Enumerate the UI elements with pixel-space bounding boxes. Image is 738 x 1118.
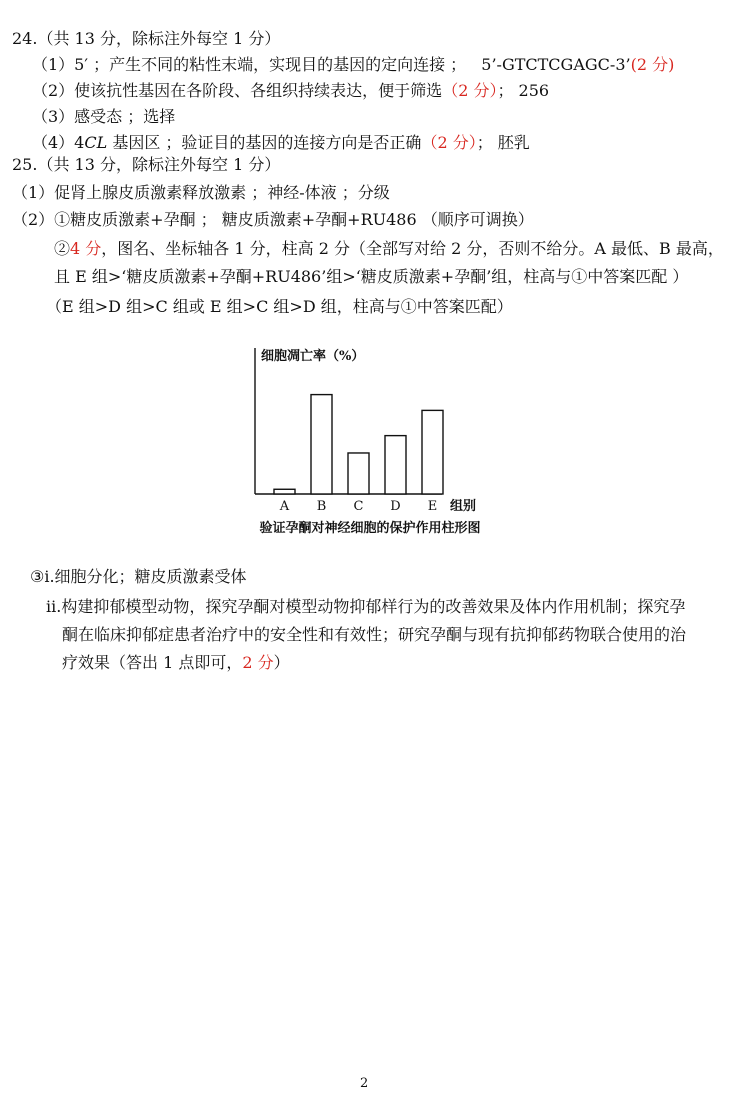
q25-answer-3-ii-cont: 酮在临床抑郁症患者治疗中的安全性和有效性；研究孕酮与现有抗抑郁药物联合使用的治 bbox=[62, 625, 687, 644]
x-tick-C: C bbox=[353, 499, 364, 514]
bar-D bbox=[385, 436, 406, 494]
q24-answer-1 bbox=[32, 54, 674, 76]
q25-answer-2-2-cont: 且 E 组>‘糖皮质激素+孕酮+RU486’组>‘糖皮质激素+孕酮’组，柱高与①中答案匹配 ） bbox=[54, 267, 689, 286]
q24-score-1: (2 分) bbox=[630, 55, 675, 74]
q25-answer-2-2-alt: （E 组>D 组>C 组或 E 组>C 组>D 组，柱高与①中答案匹配） bbox=[46, 297, 513, 316]
x-tick-A: A bbox=[279, 499, 290, 514]
bar-A bbox=[274, 489, 295, 494]
x-axis-label: 组别 bbox=[450, 499, 477, 514]
bar-chart bbox=[240, 340, 500, 550]
q24-sequence: 5’-GTCTCGAGC-3’ bbox=[481, 55, 631, 74]
q25-answer-2-2 bbox=[54, 238, 724, 260]
bar-B bbox=[311, 395, 332, 494]
q25-answer-3-i: ③i.细胞分化；糖皮质激素受体 bbox=[30, 567, 247, 586]
q25-answer-3-ii-end-close: ） bbox=[273, 653, 290, 672]
q25-header: 25.（共 13 分，除标注外每空 1 分） bbox=[12, 155, 281, 174]
q24-answer-2-text: （2）使该抗性基因在各阶段、各组织持续表达，便于筛选 bbox=[32, 81, 443, 100]
q25-answer-3-ii-end bbox=[62, 652, 290, 674]
chart-title: 验证孕酮对神经细胞的保护作用柱形图 bbox=[259, 521, 481, 536]
q24-answer-4-text: 基因区 ；验证目的基因的连接方向是否正确 bbox=[107, 133, 422, 152]
chart-body bbox=[255, 348, 481, 536]
q25-score-2-2: 4 分 bbox=[70, 239, 102, 258]
q24-gene-name: CL bbox=[84, 133, 108, 152]
q25-answer-3-ii-end-text: 疗效果（答出 1 点即可， bbox=[62, 653, 243, 672]
y-axis-label: 细胞凋亡率（%） bbox=[261, 349, 365, 364]
q24-answer-1-text: （1）5′ ；产生不同的粘性末端，实现目的基因的定向连接 ； bbox=[32, 55, 467, 74]
x-tick-B: B bbox=[316, 499, 327, 514]
page-number: 2 bbox=[360, 1076, 369, 1091]
q25-answer-2-2-text: ，图名、坐标轴各 1 分，柱高 2 分（全部写对给 2 分，否则不给分。A 最低、B 最高， bbox=[101, 239, 724, 258]
q25-answer-2: （2）①糖皮质激素+孕酮 ； 糖皮质激素+孕酮+RU486 （顺序可调换） bbox=[12, 210, 534, 229]
q25-answer-1: （1）促肾上腺皮质激素释放激素 ；神经-体液 ；分级 bbox=[12, 183, 390, 202]
bar-E bbox=[422, 410, 443, 494]
x-tick-E: E bbox=[427, 499, 438, 514]
x-tick-D: D bbox=[390, 499, 401, 514]
q24-answer-4-tail: ； 胚乳 bbox=[476, 133, 530, 152]
q24-score-2: （2 分） bbox=[442, 81, 498, 100]
q24-answer-2 bbox=[32, 80, 549, 102]
bar-C bbox=[348, 453, 369, 494]
q24-answer-3: （3）感受态 ；选择 bbox=[32, 107, 176, 126]
q24-header: 24.（共 13 分，除标注外每空 1 分） bbox=[12, 29, 281, 48]
q25-score-3: 2 分 bbox=[242, 653, 274, 672]
q24-answer-4-prefix: （4）4 bbox=[32, 133, 85, 152]
q25-answer-3-ii: ii.构建抑郁模型动物，探究孕酮对模型动物抑郁样行为的改善效果及体内作用机制；探究孕 bbox=[46, 597, 686, 616]
q25-circle-2: ② bbox=[54, 239, 71, 258]
q24-score-4: （2 分） bbox=[421, 133, 477, 152]
q24-answer-4 bbox=[32, 132, 530, 154]
q24-answer-2-number: ； 256 bbox=[497, 81, 550, 100]
